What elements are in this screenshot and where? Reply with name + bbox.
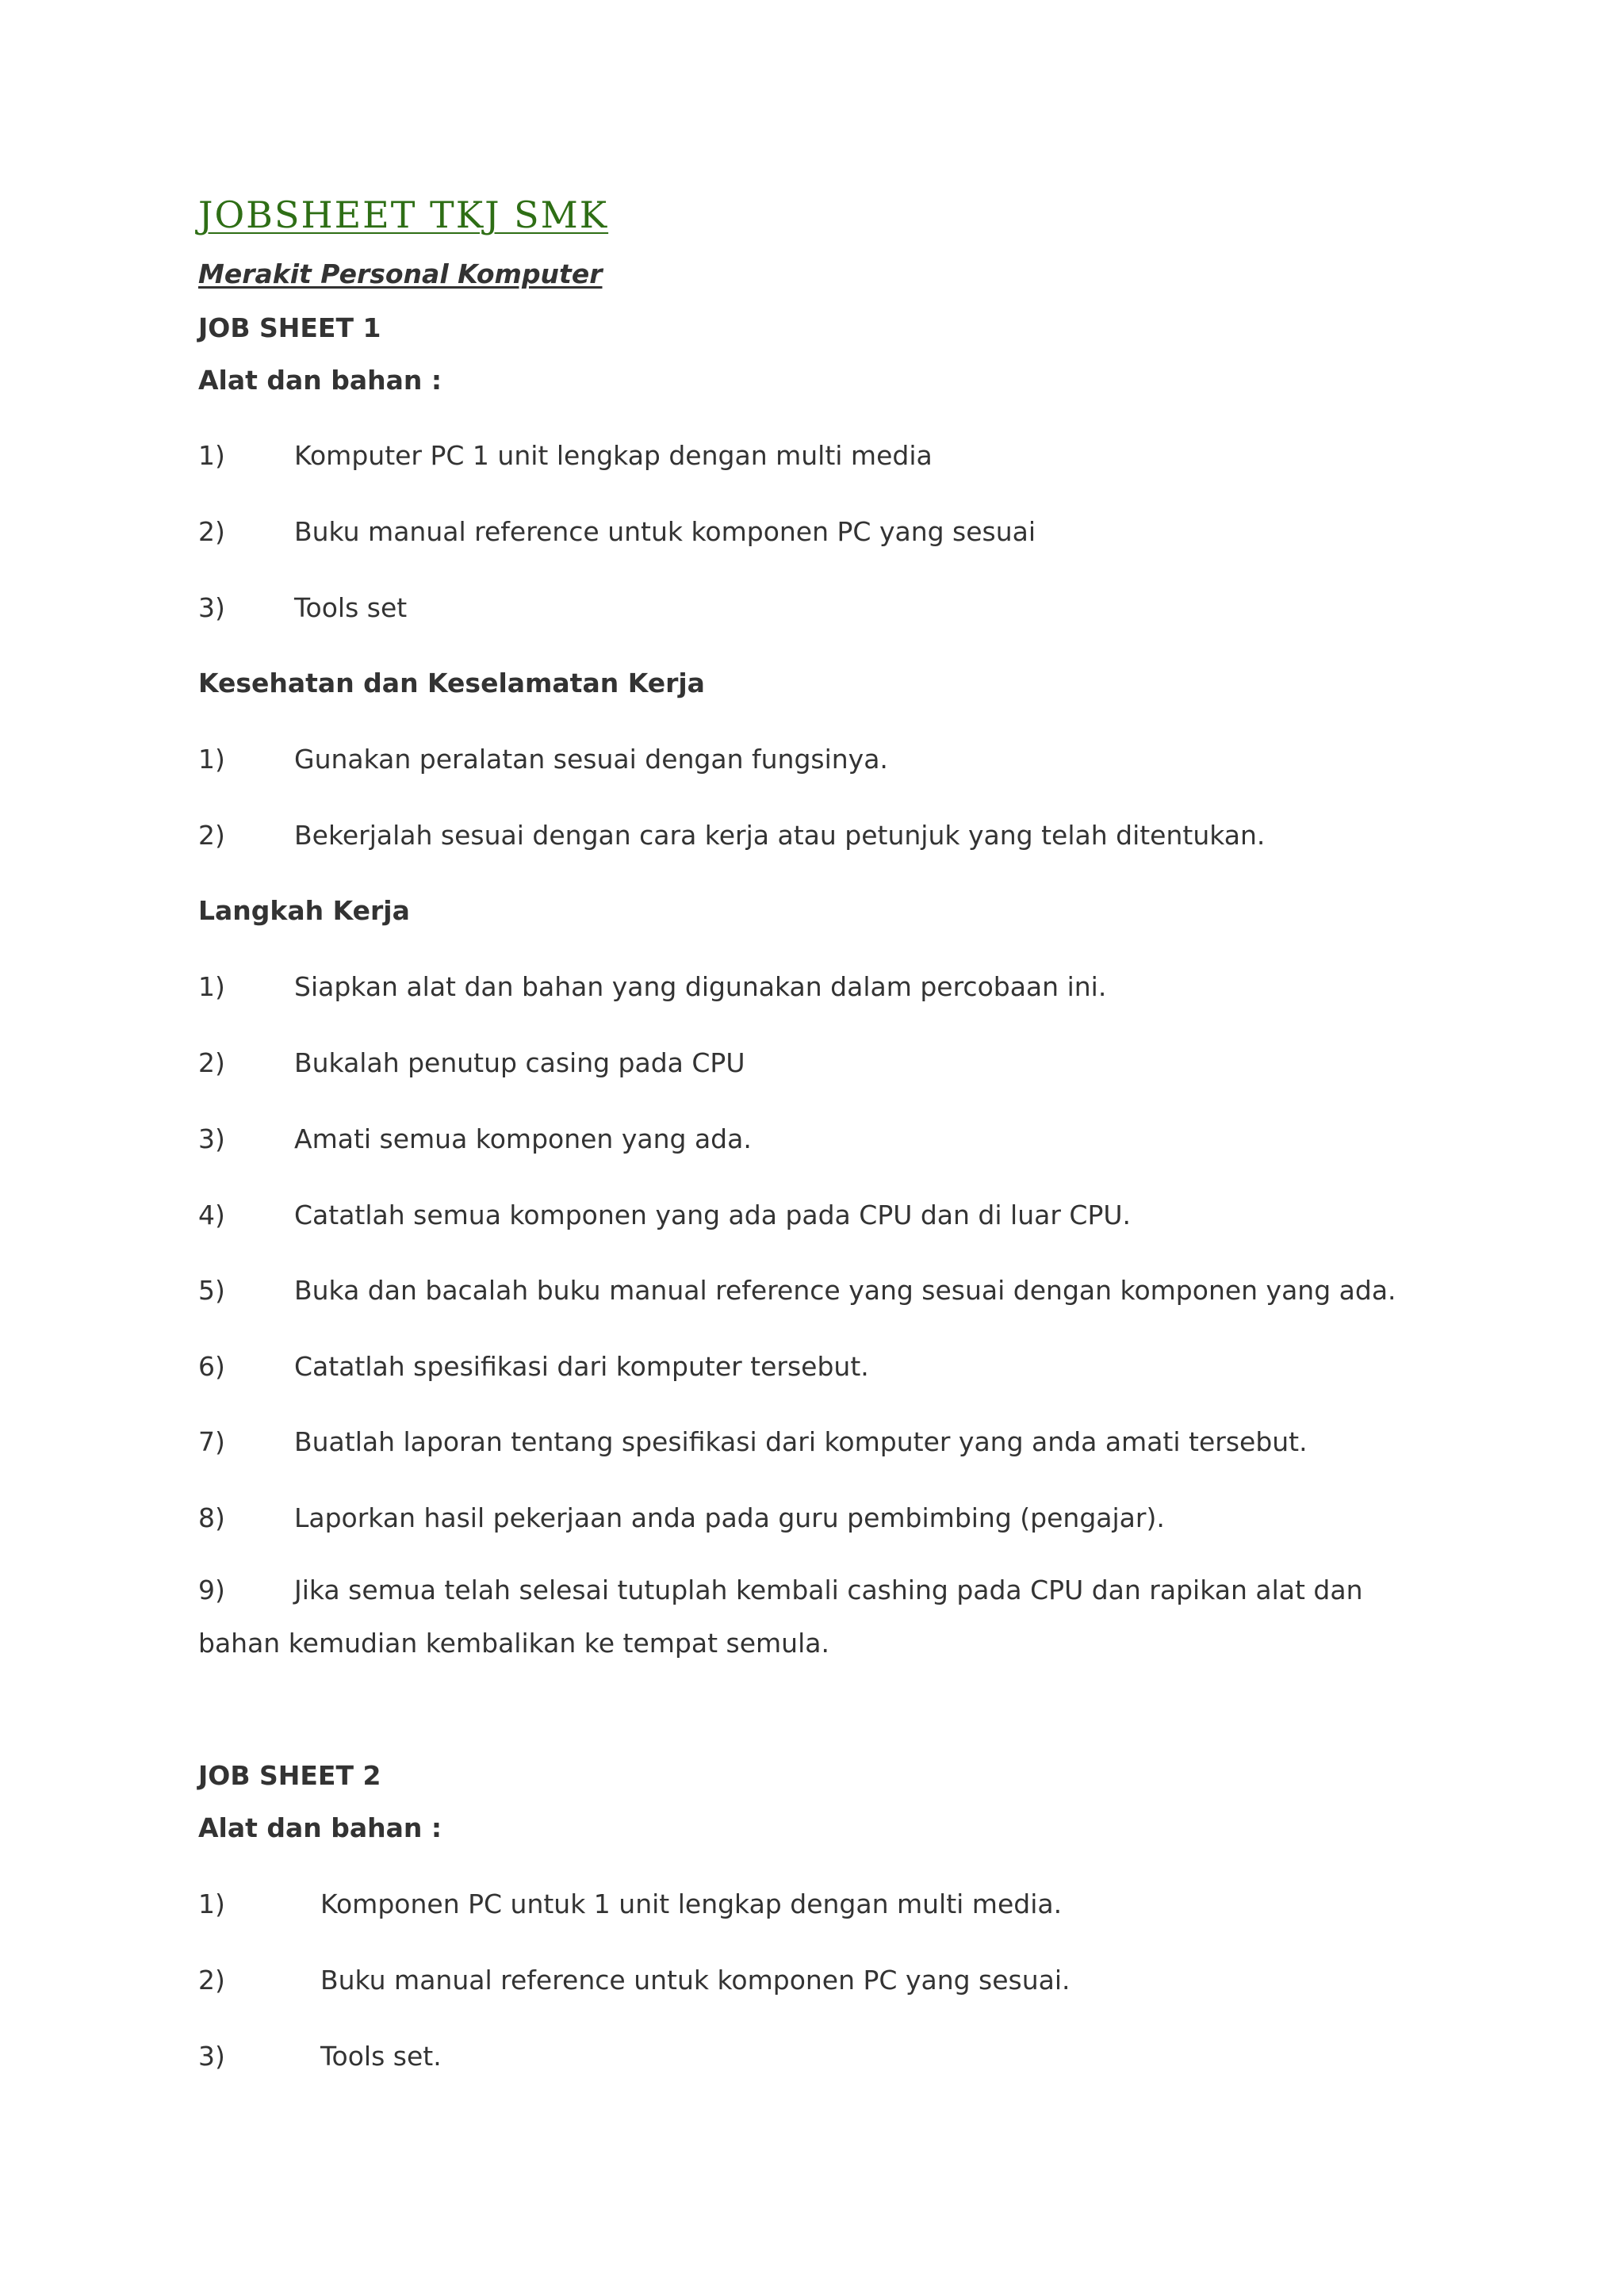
jobsheet1-heading: JOB SHEET 1 bbox=[198, 312, 381, 343]
list-item-number: 3) bbox=[198, 1123, 225, 1154]
list-item-number: 6) bbox=[198, 1351, 225, 1382]
list-item-text: Siapkan alat dan bahan yang digunakan dalam percobaan ini. bbox=[294, 971, 1107, 1002]
list-item-text: Buka dan bacalah buku manual reference yang sesuai dengan komponen yang ada. bbox=[294, 1275, 1396, 1306]
list-item-number: 5) bbox=[198, 1275, 225, 1306]
list-item-number: 2) bbox=[198, 1965, 225, 1996]
list-item-text: Buku manual reference untuk komponen PC yang sesuai bbox=[294, 516, 1036, 547]
list-item-text: Bukalah penutup casing pada CPU bbox=[294, 1047, 745, 1078]
list-item-number: 9) bbox=[198, 1575, 225, 1605]
list-item-number: 8) bbox=[198, 1502, 225, 1533]
list-item-number: 1) bbox=[198, 1888, 225, 1919]
list-item-text: Catatlah semua komponen yang ada pada CPU dan di luar CPU. bbox=[294, 1200, 1131, 1230]
list-item-text: Jika semua telah selesai tutuplah kembali cashing pada CPU dan rapikan alat dan bahan kemudian kembalikan ke tempat semula. bbox=[198, 1575, 1363, 1659]
list-item-text: Komponen PC untuk 1 unit lengkap dengan multi media. bbox=[320, 1888, 1063, 1919]
list-item-number: 1) bbox=[198, 971, 225, 1002]
list-item-text: Komputer PC 1 unit lengkap dengan multi media bbox=[294, 440, 933, 471]
list-item-number: 7) bbox=[198, 1426, 225, 1457]
list-item-text: Gunakan peralatan sesuai dengan fungsinya. bbox=[294, 744, 888, 775]
document-title: JOBSHEET TKJ SMK bbox=[198, 193, 609, 236]
list-item-text: Laporkan hasil pekerjaan anda pada guru pembimbing (pengajar). bbox=[294, 1502, 1165, 1533]
list-item-number: 3) bbox=[198, 2041, 225, 2072]
list-item-number: 1) bbox=[198, 744, 225, 775]
list-item-number: 2) bbox=[198, 1047, 225, 1078]
list-item-text: Bekerjalah sesuai dengan cara kerja atau petunjuk yang telah ditentukan. bbox=[294, 820, 1266, 851]
jobsheet2-heading: JOB SHEET 2 bbox=[198, 1760, 381, 1791]
steps-heading: Langkah Kerja bbox=[198, 895, 410, 926]
list-item bbox=[198, 1563, 1435, 1670]
list-item-text: Amati semua komponen yang ada. bbox=[294, 1123, 752, 1154]
jobsheet2-tools-heading: Alat dan bahan : bbox=[198, 1812, 442, 1843]
list-item-number: 2) bbox=[198, 820, 225, 851]
document-subtitle: Merakit Personal Komputer bbox=[198, 258, 603, 289]
k3-heading: Kesehatan dan Keselamatan Kerja bbox=[198, 668, 705, 698]
list-item-number: 2) bbox=[198, 516, 225, 547]
list-item-number: 3) bbox=[198, 592, 225, 623]
list-item-number: 4) bbox=[198, 1200, 225, 1230]
list-item-text: Tools set bbox=[294, 592, 408, 623]
list-item-text: Buatlah laporan tentang spesifikasi dari komputer yang anda amati tersebut. bbox=[294, 1426, 1308, 1457]
list-item-text: Buku manual reference untuk komponen PC yang sesuai. bbox=[320, 1965, 1071, 1996]
list-item-number: 1) bbox=[198, 440, 225, 471]
list-item-text: Catatlah spesifikasi dari komputer tersebut. bbox=[294, 1351, 869, 1382]
list-item-text: Tools set. bbox=[320, 2041, 442, 2072]
jobsheet1-tools-heading: Alat dan bahan : bbox=[198, 365, 442, 396]
